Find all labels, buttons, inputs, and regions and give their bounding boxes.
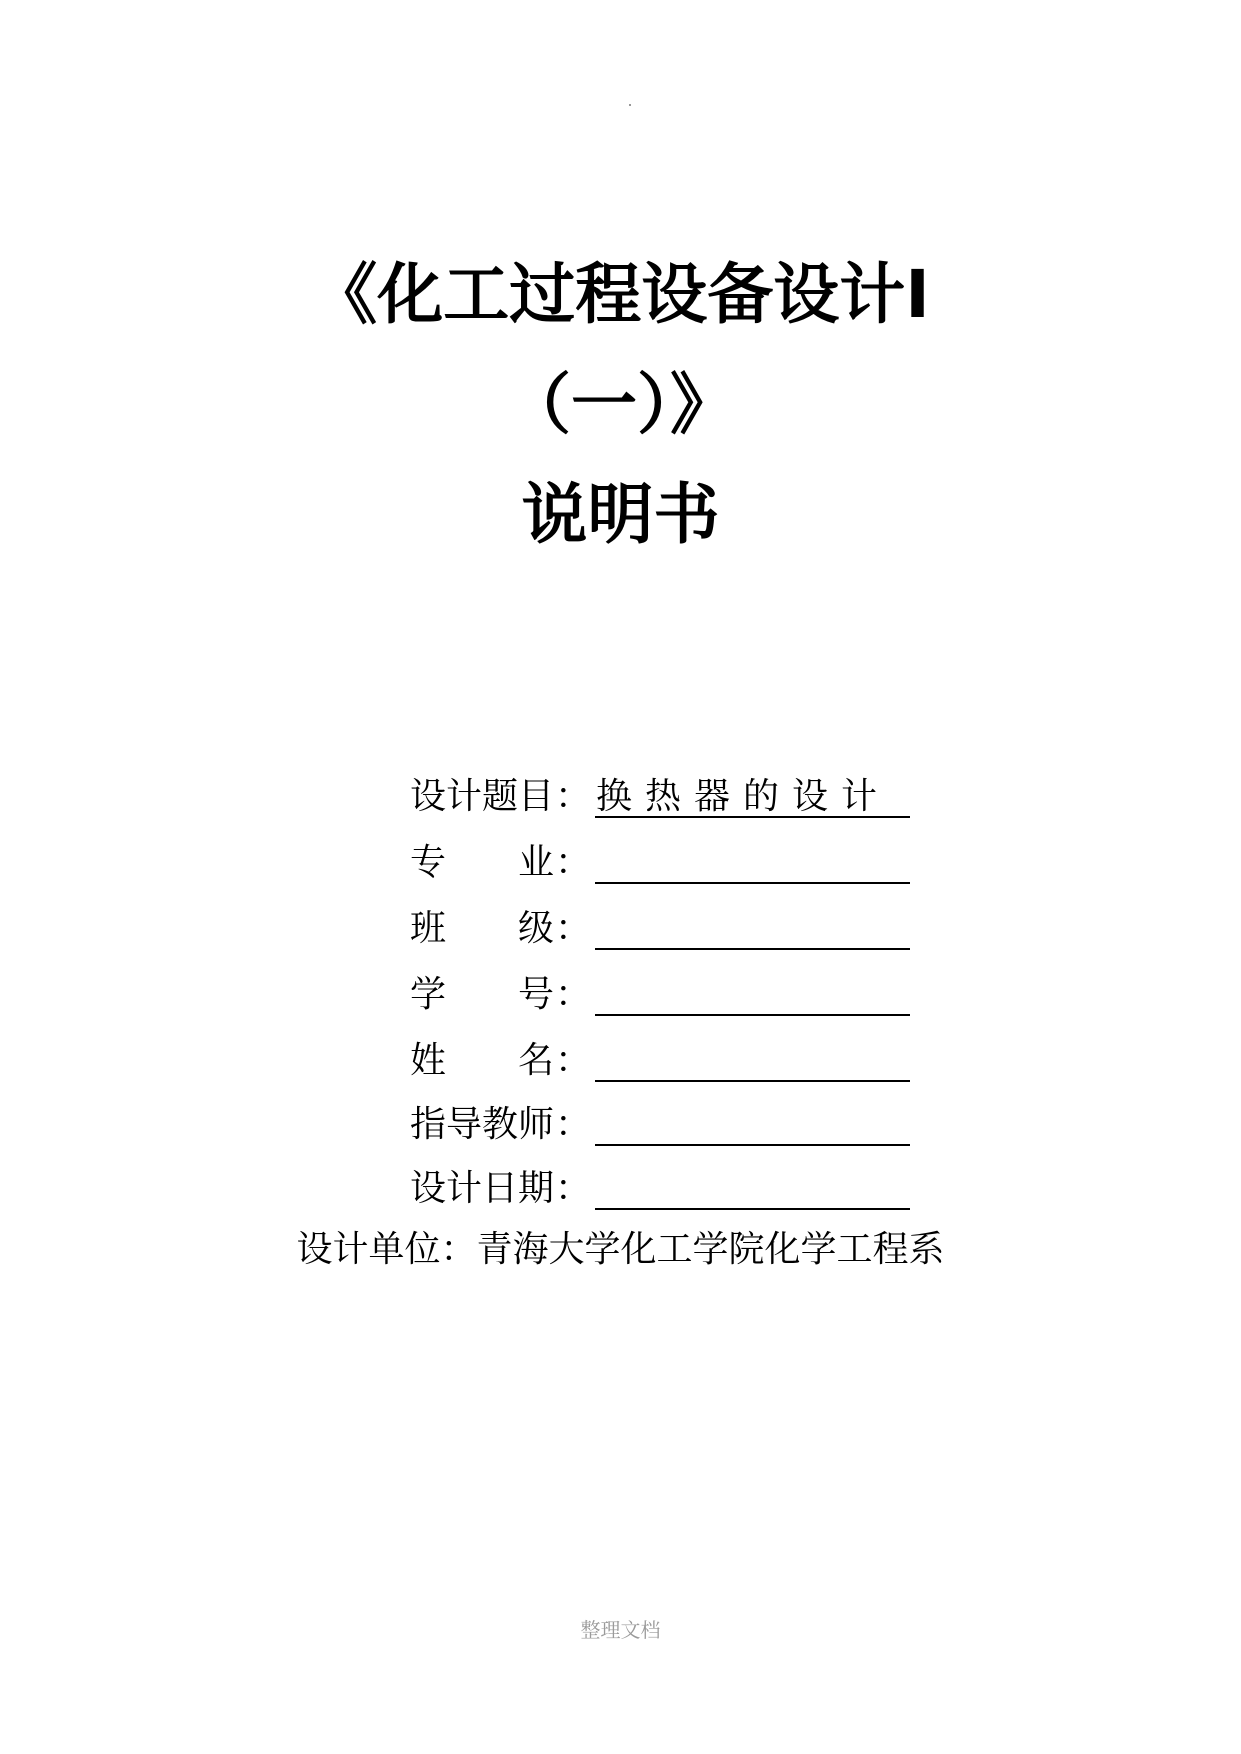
field-name bbox=[0, 1036, 1241, 1086]
field-label: 指导教师 bbox=[410, 1104, 555, 1145]
field-colon: ： bbox=[555, 842, 592, 883]
field-colon: ： bbox=[555, 776, 592, 817]
field-label: 姓 名 bbox=[410, 1040, 555, 1081]
top-dot-mark bbox=[629, 104, 631, 106]
field-colon: ： bbox=[555, 908, 592, 949]
field-colon: ： bbox=[555, 1168, 592, 1209]
field-design-topic bbox=[0, 772, 1241, 822]
student-id-blank-line bbox=[595, 1014, 910, 1016]
document-subtitle: 说明书 bbox=[521, 476, 720, 553]
field-label: 班 级 bbox=[410, 908, 555, 949]
advisor-blank-line bbox=[595, 1144, 910, 1146]
field-label: 设计日期 bbox=[410, 1168, 555, 1209]
document-title-line-1: 《化工过程设备设计Ⅰ bbox=[311, 256, 930, 333]
field-major bbox=[0, 838, 1241, 888]
design-unit: 设计单位：青海大学化工学院化学工程系 bbox=[296, 1229, 945, 1270]
field-colon: ： bbox=[555, 974, 592, 1015]
design-date-blank-line bbox=[595, 1208, 910, 1210]
field-advisor bbox=[0, 1100, 1241, 1150]
name-blank-line bbox=[595, 1080, 910, 1082]
field-class bbox=[0, 904, 1241, 954]
major-blank-line bbox=[595, 882, 910, 884]
field-colon: ： bbox=[555, 1040, 592, 1081]
field-colon: ： bbox=[555, 1104, 592, 1145]
design-topic-underline bbox=[595, 816, 910, 818]
field-label: 专 业 bbox=[410, 842, 555, 883]
field-student-id bbox=[0, 970, 1241, 1020]
class-blank-line bbox=[595, 948, 910, 950]
design-topic-value: 换热器的设计 bbox=[596, 776, 891, 817]
field-label: 设计题目 bbox=[410, 776, 555, 817]
page-footer: 整理文档 bbox=[580, 1618, 661, 1642]
document-title-line-2: （一）》 bbox=[505, 366, 736, 443]
field-design-date bbox=[0, 1164, 1241, 1214]
field-label: 学 号 bbox=[410, 974, 555, 1015]
